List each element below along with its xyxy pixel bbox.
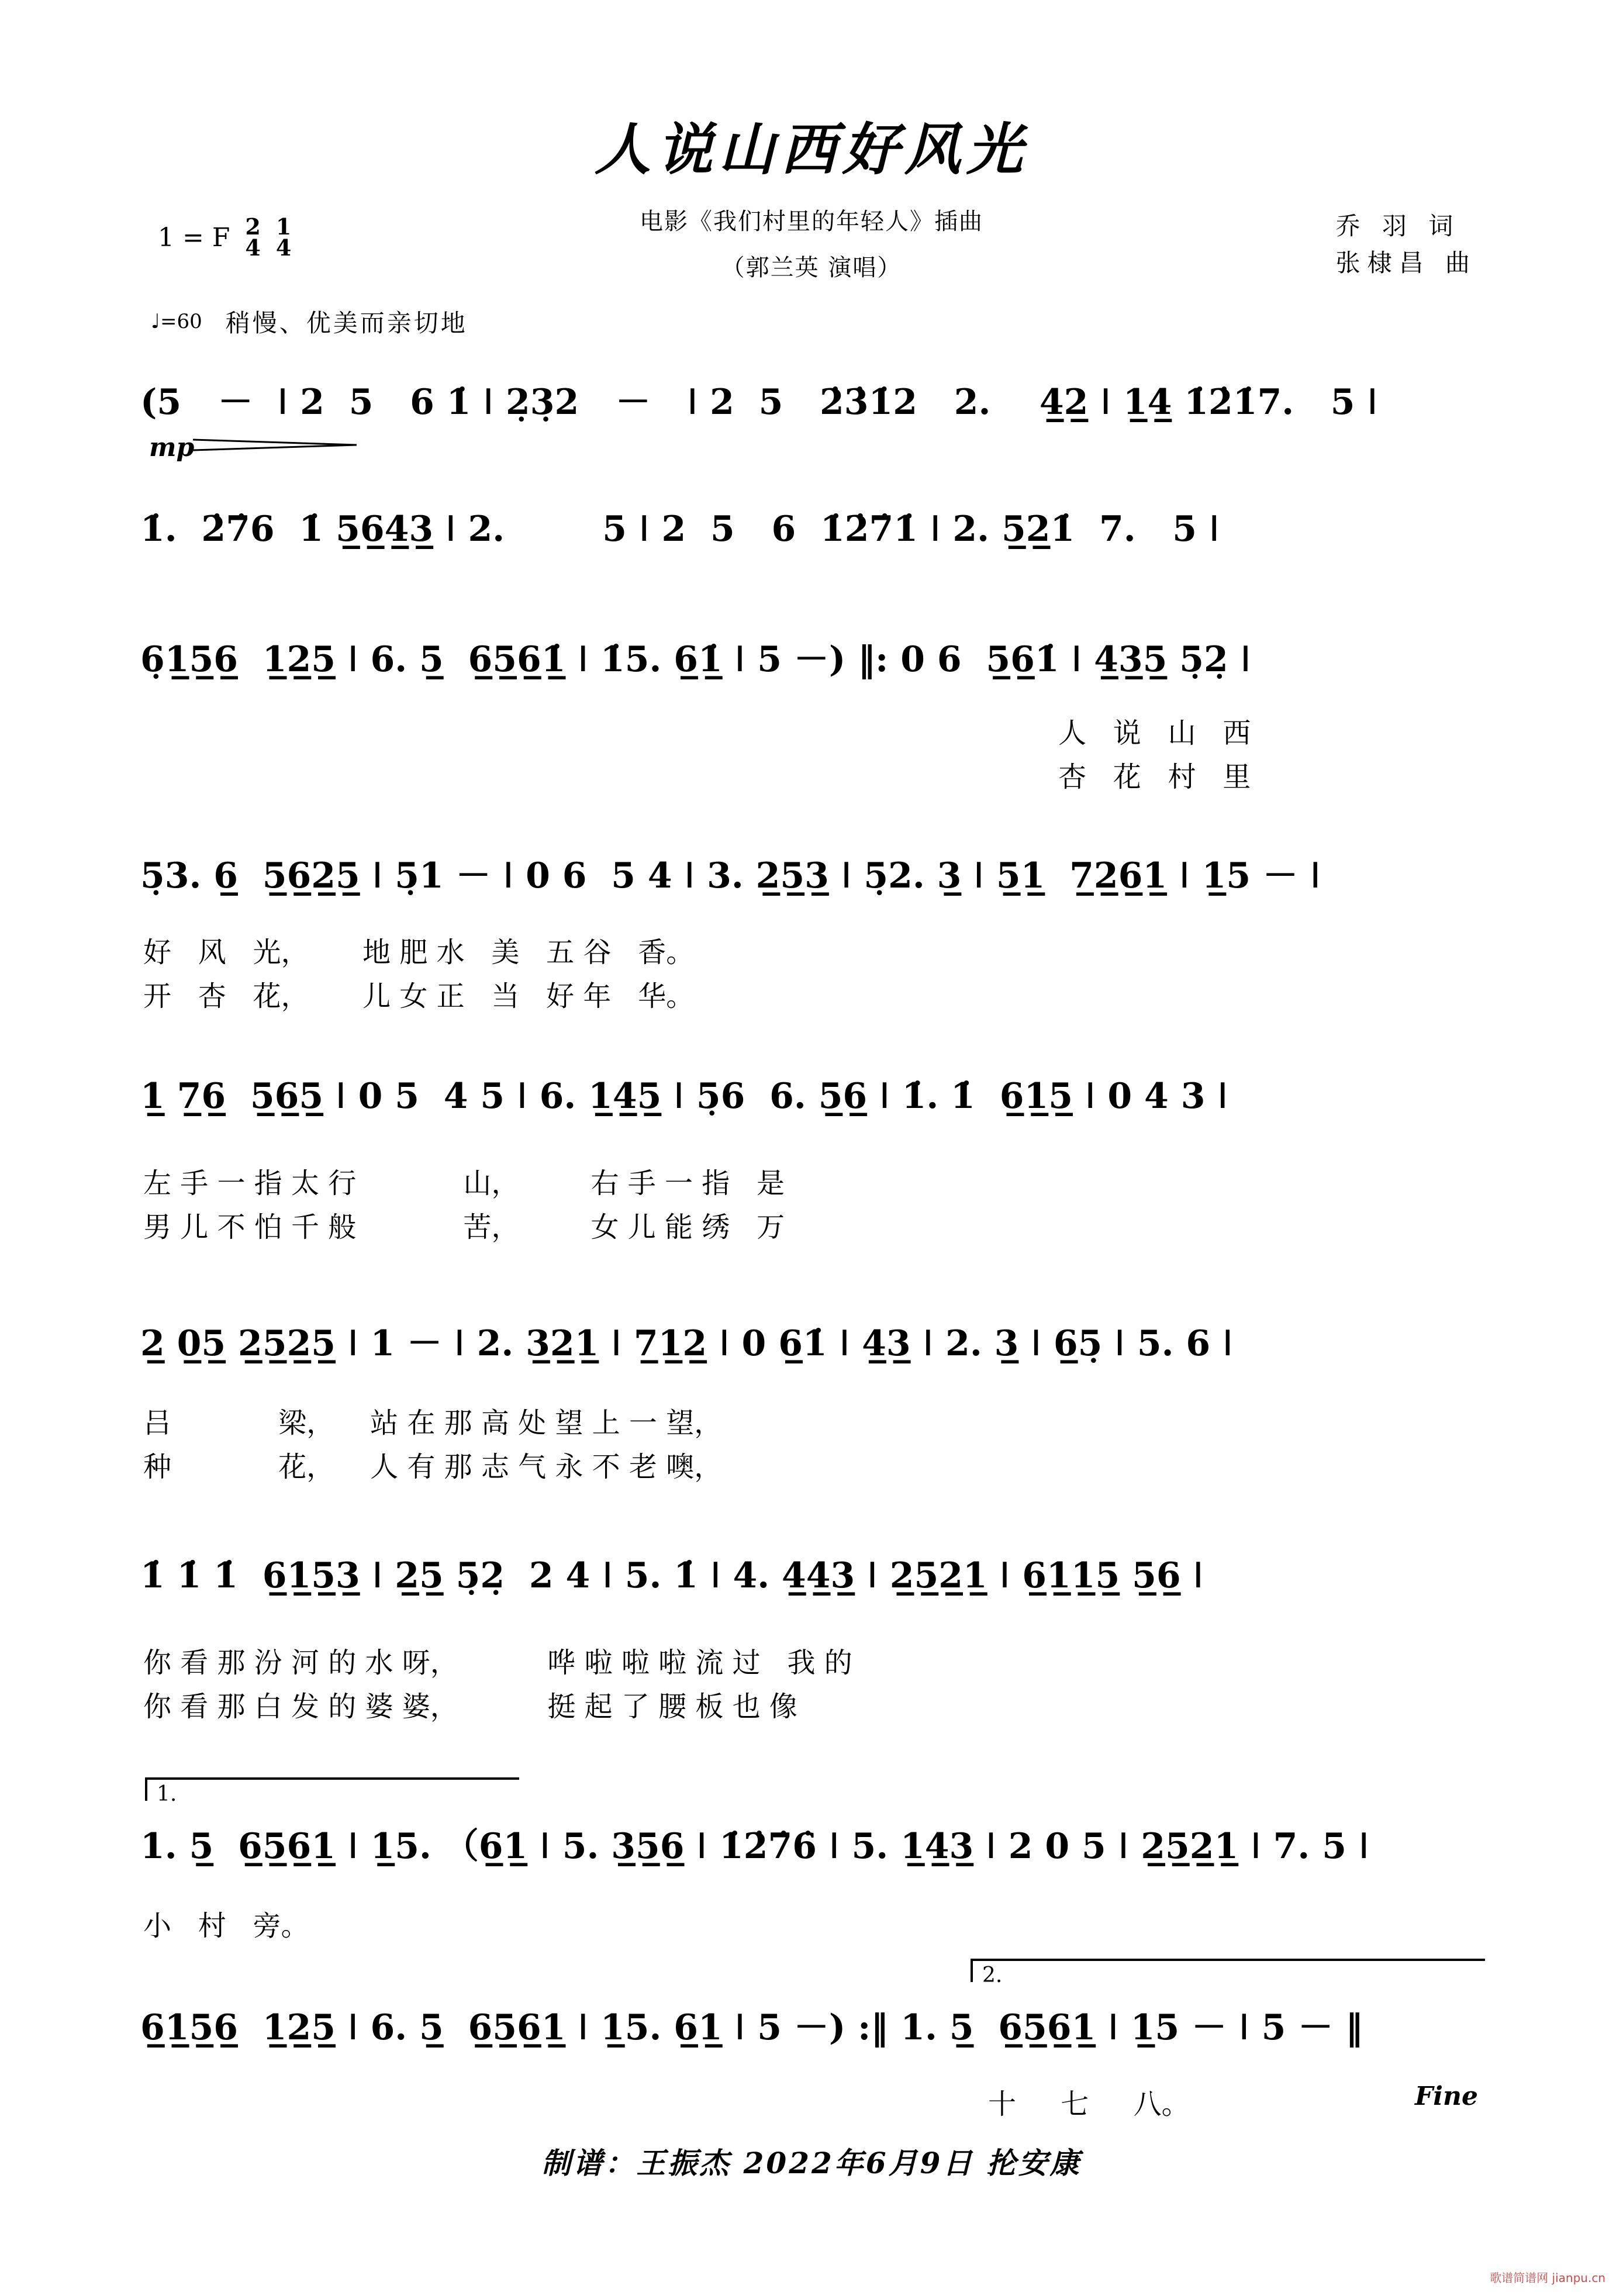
meter-2-4-denominator: 4	[245, 234, 261, 261]
meter-2-4-numerator: 2	[245, 213, 261, 240]
lyric-line-1-verse2: 杏 花 村 里	[1058, 761, 1251, 793]
second-ending-bracket-tick	[971, 1959, 973, 1982]
lyric-line-6-verse1: 小 村 旁。	[143, 1910, 309, 1942]
music-line-7: 1̇ 1̇ 1̇ 6̲1̲5̲3̲ ǀ 2̲5̲ 5̣2̣ 2 4 ǀ 5. 1̇ ǀ 4. 4̲4̲3̲ ǀ 2̲5̲2̲1̲ ǀ 6̲1̲1̲5̲ 5̲6̲ ǀ	[140, 1555, 1204, 1596]
singer-subtitle: （郭兰英 演唱）	[721, 254, 902, 281]
lyric-line-7-verse1: 十 七 八。	[988, 2088, 1190, 2121]
lyricist-credit: 乔 羽 词	[1335, 212, 1460, 240]
watermark-text: 歌谱简谱网 jianpu.cn	[1490, 2271, 1605, 2285]
dynamic-mp: mp	[149, 433, 195, 462]
lyric-line-5-verse2: 你 看 那 白 发 的 婆 婆， 挺 起 了 腰 板 也 像	[143, 1690, 797, 1723]
lyric-line-1-verse1: 人 说 山 西	[1058, 717, 1251, 750]
first-ending-bracket	[145, 1777, 519, 1780]
key-label: 1 = F	[158, 222, 230, 253]
tempo-marking: ♩=60	[151, 310, 202, 333]
second-ending-label: 2.	[982, 1963, 1003, 1987]
lyric-line-2-verse2: 开 杏 花， 儿 女 正 当 好 年 华。	[143, 980, 695, 1013]
meter-1-4-denominator: 4	[275, 234, 292, 261]
music-line-2: 1̇. 2̇7̇6 1̇ 5̲6̲4̲3̲ ǀ 2. 5 ǀ 2 5 6 1̇2̇7̇1̇ ǀ 2. 5̲2̲1̇ 7. 5 ǀ	[140, 509, 1220, 550]
lyric-line-2-verse1: 好 风 光， 地 肥 水 美 五 谷 香。	[143, 936, 695, 969]
music-line-5: 1̲ 7̲6̲ 5̲6̲5̲ ǀ 0 5 4 5 ǀ 6. 1̲4̲5̲ ǀ 5̣6 6. 5̲6̲ ǀ 1̇. 1̇ 6̲1̲5̲ ǀ 0 4 3 ǀ	[140, 1076, 1228, 1117]
composer-credit: 张棣昌 曲	[1335, 248, 1477, 277]
first-ending-label: 1.	[157, 1782, 177, 1806]
music-line-3: 6̣1̲5̲6̲ 1̲2̲5̲ ǀ 6. 5̲ 6̲5̲6̲1̲̇ ǀ 1̇5. 6̲1̲̇ ǀ 5 －) ‖: 0 6 5̲6̲1̇ ǀ 4̲3̲5̲ 5̣2̣ ǀ	[140, 639, 1251, 680]
meter-1-4-numerator: 1	[275, 213, 292, 240]
tempo-description: 稍慢、优美而亲切地	[225, 309, 468, 337]
page-title: 人说山西好风光	[595, 116, 1028, 182]
music-line-6: 2̲ 0̲5̲ 2̲5̲2̲5̲ ǀ 1 － ǀ 2. 3̲2̲1̲ ǀ 7̲1̲2̲ ǀ 0 6̲1̇ ǀ 4̲3̲ ǀ 2. 3̲ ǀ 6̲5̣ ǀ 5. 6 ǀ	[140, 1323, 1233, 1364]
first-ending-bracket-tick	[145, 1777, 147, 1801]
music-line-9: 6̲1̲5̲6̲ 1̲2̲5̲ ǀ 6. 5̲ 6̲5̲6̲1̲ ǀ 1̲5. 6̲1̲ ǀ 5 －) :‖ 1. 5̲ 6̲5̲6̲1̲ ǀ 1̲5 － ǀ 5 － ‖	[140, 2007, 1363, 2048]
fine-marking: Fine	[1415, 2081, 1478, 2111]
lyric-line-3-verse2: 男 儿 不 怕 千 般 苦， 女 儿 能 绣 万	[143, 1211, 785, 1244]
lyric-line-3-verse1: 左 手 一 指 太 行 山， 右 手 一 指 是	[143, 1167, 785, 1200]
film-subtitle: 电影《我们村里的年轻人》插曲	[640, 208, 983, 235]
music-line-4: 5̣3. 6̲ 5̲6̲2̲5̲ ǀ 5̣1 － ǀ 0 6 5 4 ǀ 3. 2̲5̲3̲ ǀ 5̣2. 3̲ ǀ 5̲1̲ 7̲2̲6̲1̲ ǀ 1̲5 － ǀ	[140, 855, 1321, 896]
second-ending-bracket	[971, 1959, 1485, 1961]
lyric-line-4-verse1: 吕 梁， 站 在 那 高 处 望 上 一 望，	[143, 1407, 723, 1439]
music-line-1: (5 － ǀ 2 5 6 1̇ ǀ 2̣3̣2 － ǀ 2 5 2̇3̇1̇2 2. 4̲2̲ ǀ 1̲4̲ 1̇2̇1̇7. 5 ǀ	[140, 382, 1378, 423]
lyric-line-4-verse2: 种 花， 人 有 那 志 气 永 不 老 噢，	[143, 1451, 723, 1483]
music-line-8: 1. 5̲ 6̲5̲6̲1̲ ǀ 1̲5. （6̲1̲ ǀ 5. 3̲5̲6̲ ǀ 1̇2̇7̇6̇ ǀ 5. 1̲4̲3̲ ǀ 2 0 5 ǀ 2̲5̲2̲1̲ ǀ 7. 5 ǀ	[140, 1826, 1369, 1867]
crescendo-hairpin	[193, 437, 357, 453]
lyric-line-5-verse1: 你 看 那 汾 河 的 水 呀， 哗 啦 啦 啦 流 过 我 的	[143, 1646, 852, 1679]
transcription-credit: 制谱：王振杰 2022年6月9日 抡安康	[541, 2146, 1082, 2180]
